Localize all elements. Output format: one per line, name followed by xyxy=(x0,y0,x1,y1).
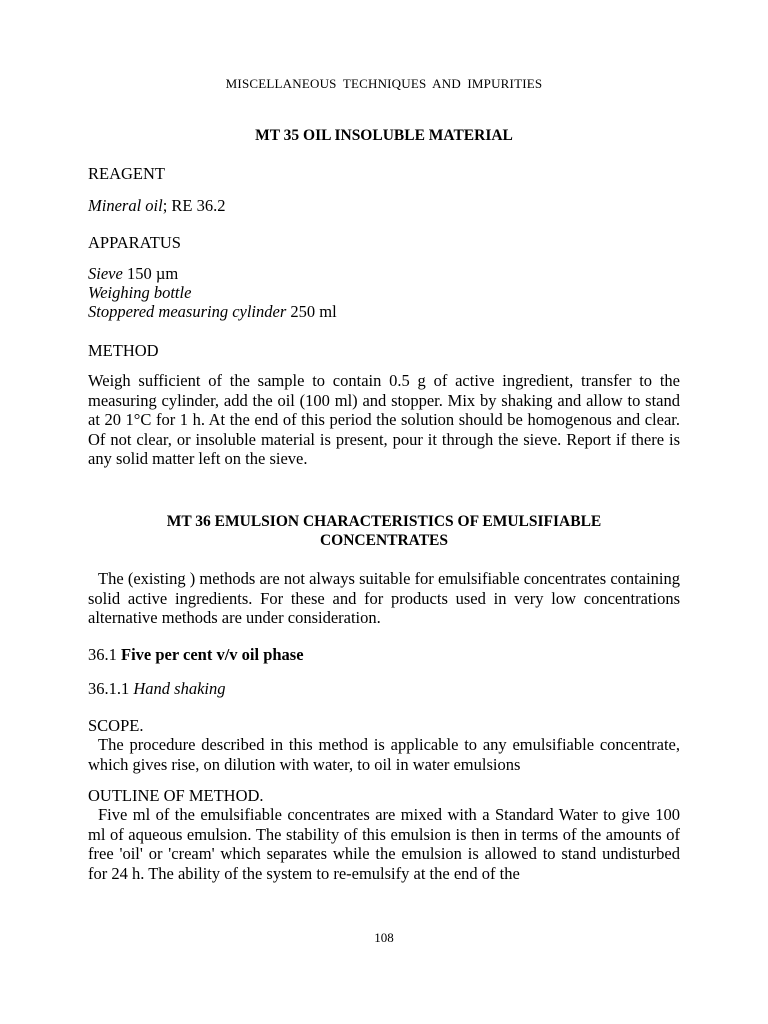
apparatus-item-detail: 150 µm xyxy=(122,264,179,283)
reagent-name: Mineral oil xyxy=(88,196,163,215)
method-heading: METHOD xyxy=(88,341,159,360)
apparatus-heading: APPARATUS xyxy=(88,233,181,252)
reagent-line xyxy=(88,196,226,216)
mt36-intro-text: The (existing ) methods are not always suitable for emulsifiable concentrates containing solid active ingredients. For these and for products used in very low concentrations alternative methods are under consideration. xyxy=(88,569,680,627)
running-head: MISCELLANEOUS TECHNIQUES AND IMPURITIES xyxy=(225,76,543,91)
scope-text: The procedure described in this method is applicable to any emulsifiable concentrate, which gives rise, on dilution with water, to oil in water emulsions xyxy=(88,735,680,774)
mt36-title-line1: MT 36 EMULSION CHARACTERISTICS OF EMULSIFIABLE xyxy=(166,513,602,530)
mt36-title-line2: CONCENTRATES xyxy=(319,532,449,549)
subsection-number: 36.1.1 xyxy=(88,679,134,698)
subsection-title: Five per cent v/v oil phase xyxy=(121,645,304,664)
apparatus-item xyxy=(88,264,178,284)
reagent-heading: REAGENT xyxy=(88,164,165,183)
page-number: 108 xyxy=(374,930,394,945)
subsection-36-1 xyxy=(88,645,304,665)
outline-heading: OUTLINE OF METHOD. xyxy=(88,786,264,805)
apparatus-item-detail: 250 ml xyxy=(286,302,337,321)
apparatus-item xyxy=(88,283,191,303)
subsection-36-1-1 xyxy=(88,679,226,699)
method-paragraph xyxy=(88,371,680,469)
outline-text: Five ml of the emulsifiable concentrates are mixed with a Standard Water to give 100 ml of aqueous emulsion. The stability of this emulsion is then in terms of the amounts of free 'oil' or 'cream' which separates while the emulsion is allowed to stand undisturbed for 24 h. The ability of the system to re-emulsify at the end of the xyxy=(88,805,680,883)
outline-paragraph xyxy=(88,805,680,883)
subsection-title: Hand shaking xyxy=(133,679,226,698)
apparatus-item-name: Weighing bottle xyxy=(88,283,192,302)
mt35-title: MT 35 OIL INSOLUBLE MATERIAL xyxy=(255,127,513,144)
scope-heading: SCOPE. xyxy=(88,716,144,735)
mt36-intro-paragraph xyxy=(88,569,680,628)
apparatus-item xyxy=(88,302,337,322)
method-text: Weigh sufficient of the sample to contain 0.5 g of active ingredient, transfer to the measuring cylinder, add the oil (100 ml) and stopper. Mix by shaking and allow to stand at 20 1°C for 1 h. At the end of this period the solution should be homogenous and clear. Of not clear, or insoluble material is present, pour it through the sieve. Report if there is any solid matter left on the sieve. xyxy=(88,371,680,468)
apparatus-item-name: Stoppered measuring cylinder xyxy=(88,302,287,321)
subsection-number: 36.1 xyxy=(88,645,121,664)
apparatus-item-name: Sieve xyxy=(88,264,123,283)
scope-paragraph xyxy=(88,735,680,774)
reagent-ref: ; RE 36.2 xyxy=(162,196,226,215)
